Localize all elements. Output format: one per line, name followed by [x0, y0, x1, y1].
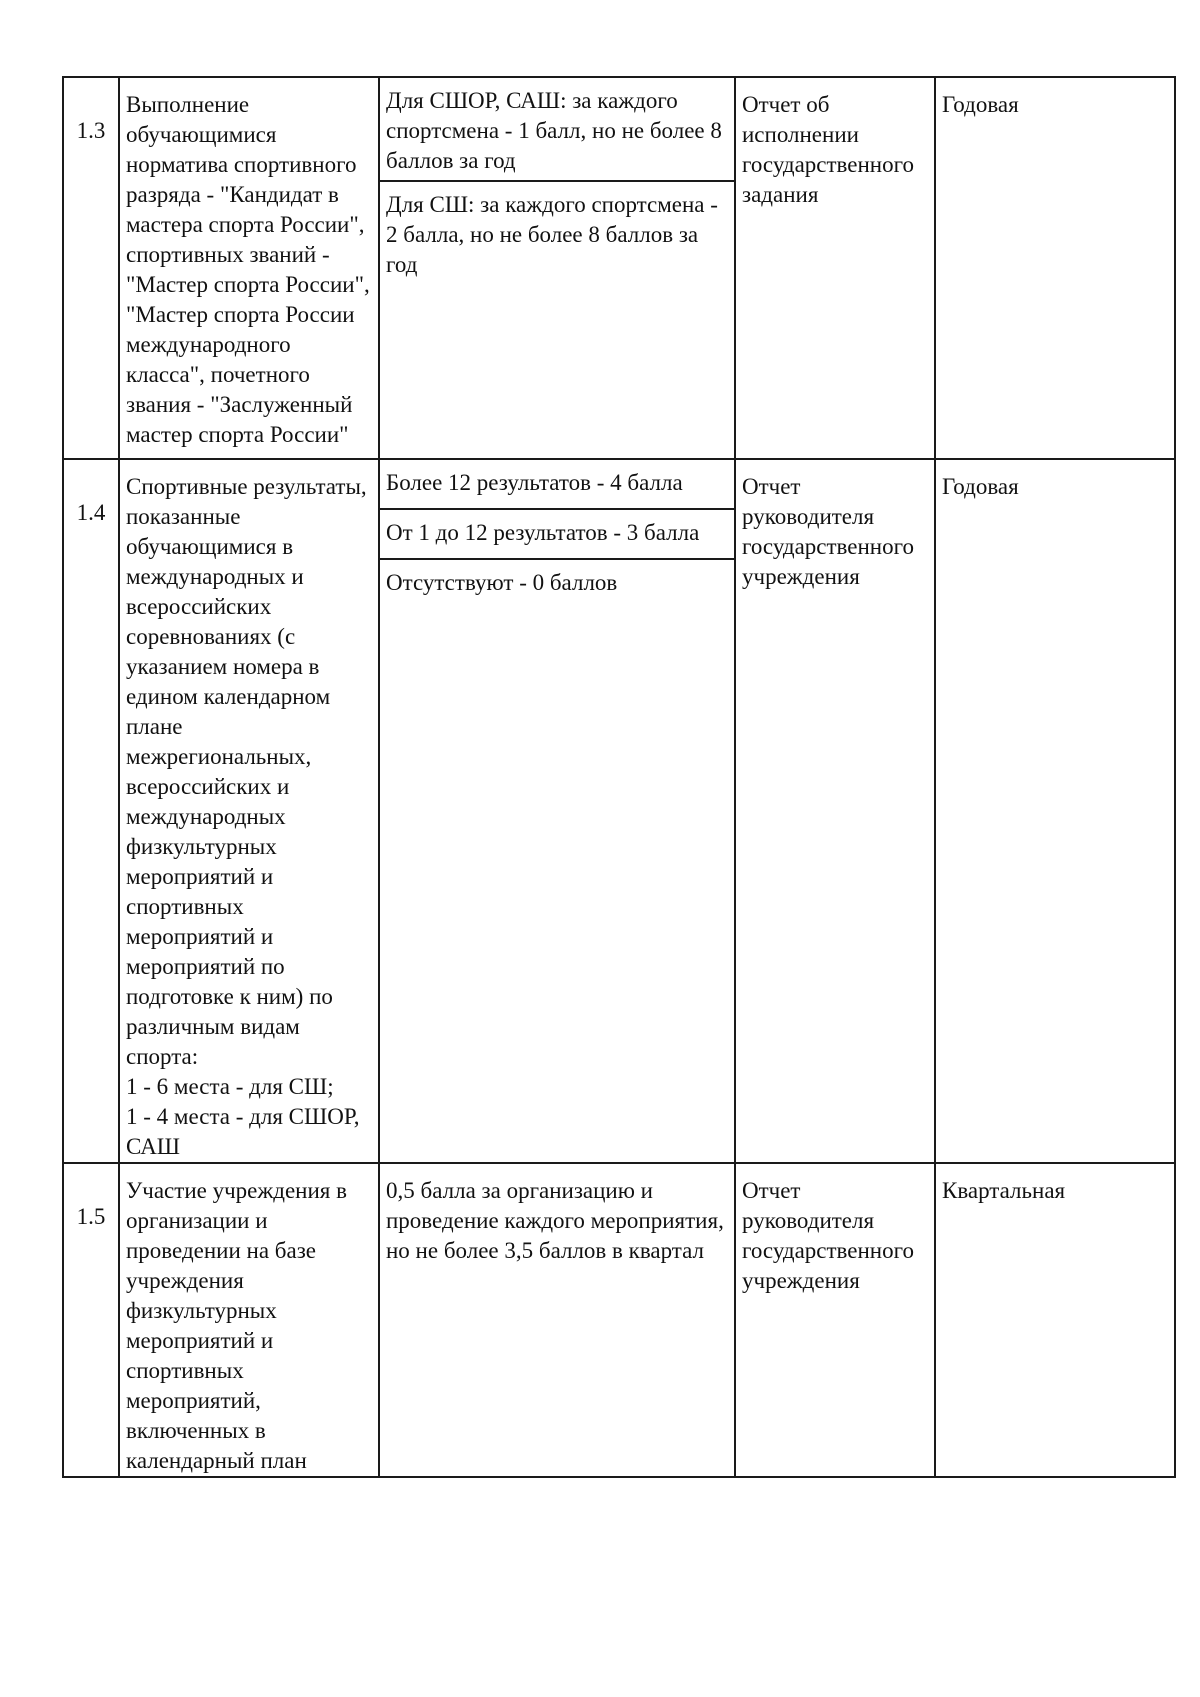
indicator-cell	[119, 77, 379, 459]
indicator-cell	[119, 459, 379, 1163]
source-cell	[735, 77, 935, 459]
criteria-table	[62, 76, 1176, 1478]
indicator-text-line: 1 - 4 места - для СШОР, САШ	[126, 1104, 360, 1159]
criteria-cell	[379, 77, 735, 459]
source-text: Отчет руководителя государственного учреждения	[742, 1178, 914, 1293]
source-cell	[735, 459, 935, 1163]
row-number-cell	[63, 77, 119, 459]
period-text: Годовая	[942, 474, 1019, 499]
table-row	[63, 459, 1175, 1163]
row-number: 1.3	[76, 118, 106, 143]
source-text: Отчет об исполнении государственного задания	[742, 92, 914, 207]
table-row	[63, 1163, 1175, 1477]
period-cell	[935, 459, 1175, 1163]
source-cell	[735, 1163, 935, 1477]
row-number-cell	[63, 459, 119, 1163]
criteria-cell	[379, 459, 735, 1163]
period-text: Квартальная	[942, 1178, 1066, 1203]
source-text: Отчет руководителя государственного учреждения	[742, 474, 914, 589]
period-text: Годовая	[942, 92, 1019, 117]
row-number: 1.4	[76, 500, 106, 525]
indicator-cell	[119, 1163, 379, 1477]
row-number-cell	[63, 1163, 119, 1477]
criteria-item: Отсутствуют - 0 баллов	[386, 570, 618, 595]
period-cell	[935, 1163, 1175, 1477]
indicator-text: Спортивные результаты, показанные обучающимися в международных и всероссийских соревнованиях (с указанием номера в едином календарном плане межрегиональных, всероссийских и международных физкультурных мероприятий и спортивных мероприятий и мероприятий по подготовке к ним) по различным видам спорта:	[126, 474, 367, 1069]
criteria-item: 0,5 балла за организацию и проведение каждого мероприятия, но не более 3,5 баллов в квартал	[386, 1178, 724, 1263]
table-row	[63, 77, 1175, 459]
criteria-item: От 1 до 12 результатов - 3 балла	[380, 510, 734, 560]
criteria-item: Для СШОР, САШ: за каждого спортсмена - 1 балл, но не более 8 баллов за год	[380, 78, 734, 182]
period-cell	[935, 77, 1175, 459]
row-number: 1.5	[76, 1204, 106, 1229]
criteria-item: Для СШ: за каждого спортсмена - 2 балла, но не более 8 баллов за год	[386, 192, 718, 277]
criteria-item: Более 12 результатов - 4 балла	[380, 460, 734, 510]
indicator-text: Выполнение обучающимися норматива спортивного разряда - "Кандидат в мастера спорта России", спортивных званий - "Мастер спорта России", "Мастер спорта России международного класса", почетного звания - "Заслуженный мастер спорта России"	[126, 92, 370, 447]
indicator-text-line: 1 - 6 места - для СШ;	[126, 1074, 334, 1099]
criteria-cell	[379, 1163, 735, 1477]
indicator-text: Участие учреждения в организации и проведении на базе учреждения физкультурных мероприятий и спортивных мероприятий, включенных в календарный план	[126, 1178, 347, 1473]
